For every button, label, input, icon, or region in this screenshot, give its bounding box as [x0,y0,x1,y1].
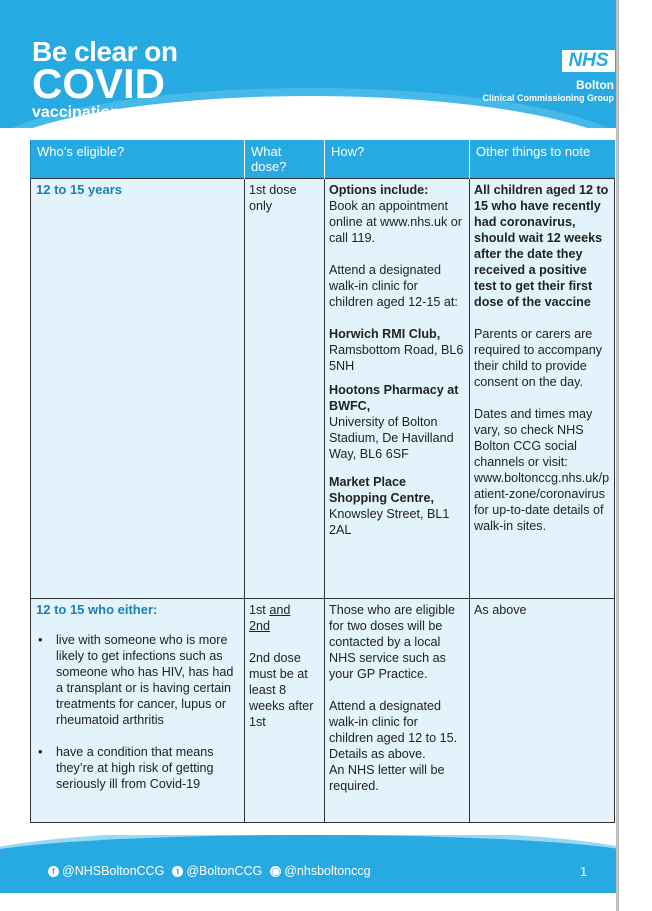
site-3-name: Market Place Shopping Centre, [329,475,434,505]
eligible-cell [31,179,245,599]
page-number: 1 [580,864,588,879]
table-header-row [31,140,615,179]
site-2-name: Hootons Pharmacy at BWFC, [329,383,459,413]
column-header-eligible: Who’s eligible? [31,140,245,179]
footer-wave [0,835,616,889]
social-links [48,864,371,878]
header-banner [0,0,616,128]
column-header-how: How? [325,140,470,179]
table-row [31,179,615,599]
how-letter: An NHS letter will be required. [329,763,445,793]
dose-note: 2nd dose must be at least 8 weeks after 1st [249,651,314,729]
site-2-address: University of Bolton Stadium, De Havilland Way, BL6 6SF [329,415,454,461]
note-as-above: As above [474,603,527,617]
note-parents: Parents or carers are required to accompany their child to provide consent on the day. [474,327,603,389]
eligible-group: 12 to 15 who either: [36,602,158,617]
twitter-handle[interactable]: @BoltonCCG [186,864,263,878]
site-3-address: Knowsley Street, BL1 2AL [329,507,450,537]
title-line-3: vaccination [32,104,121,121]
how-contact: Those who are eligible for two doses will be contacted by a local NHS service such as your GP Practice. [329,603,456,681]
footer-banner [0,835,616,889]
org-name: Bolton [576,78,614,92]
instagram-handle[interactable]: @nhsboltonccg [284,864,371,878]
eligibility-list [36,632,240,792]
facebook-icon: f [48,866,59,877]
dose-and: and [269,603,291,617]
column-header-dose: What dose? [245,140,325,179]
site-1-address: Ramsbottom Road, BL6 5NH [329,343,464,373]
nhs-logo: NHS [562,50,615,72]
site-1-name: Horwich RMI Club, [329,327,441,341]
eligible-group: 12 to 15 years [36,182,123,197]
eligible-cell [31,599,245,823]
column-header-notes: Other things to note [470,140,615,179]
how-attend: Attend a designated walk-in clinic for children aged 12 to 15. Details as above. [329,699,458,761]
note-dates: Dates and times may vary, so check NHS Bolton CCG social channels or visit: www.boltonccg.nhs.uk/patient-zone/coronavirus for up-to-date details of walk-in sites. [474,407,610,533]
org-subtitle: Clinical Commissioning Group [482,93,614,103]
title-line-2: COVID [32,60,166,107]
options-text: Book an appointment online at www.nhs.uk or call 119. [329,199,463,245]
instagram-icon: ◯ [271,866,281,876]
page-shadow [616,0,619,911]
note-recent-infection: All children aged 12 to 15 who have recently had coronavirus, should wait 12 weeks after the date they received a positive test to get their first dose of the vaccine [474,183,609,309]
list-item: • live with someone who is more likely to get infections such as someone who has HIV, has had a transplant or is having certain treatments for cancer, lupus or rheumatoid arthritis [56,632,240,728]
dose-second: 2nd [249,619,271,633]
eligibility-table [30,140,615,823]
dose-cell [245,599,325,823]
dose-text: 1st dose only [249,183,297,213]
title-line-1: Be clear on [32,36,178,67]
list-item: • have a condition that means they’re at high risk of getting seriously ill from Covid-19 [56,744,240,792]
facebook-handle[interactable]: @NHSBoltonCCG [62,864,165,878]
dose-schedule [249,602,320,634]
attend-text: Attend a designated walk-in clinic for children aged 12-15 at: [329,263,458,309]
how-cell [325,179,470,599]
table-row [31,599,615,823]
options-heading: Options include: [329,183,429,197]
twitter-icon: t [172,866,183,877]
notes-cell [470,179,615,599]
notes-cell [470,599,615,823]
dose-first: 1st [249,603,266,617]
footer-strip [0,889,616,893]
how-cell [325,599,470,823]
dose-cell [245,179,325,599]
